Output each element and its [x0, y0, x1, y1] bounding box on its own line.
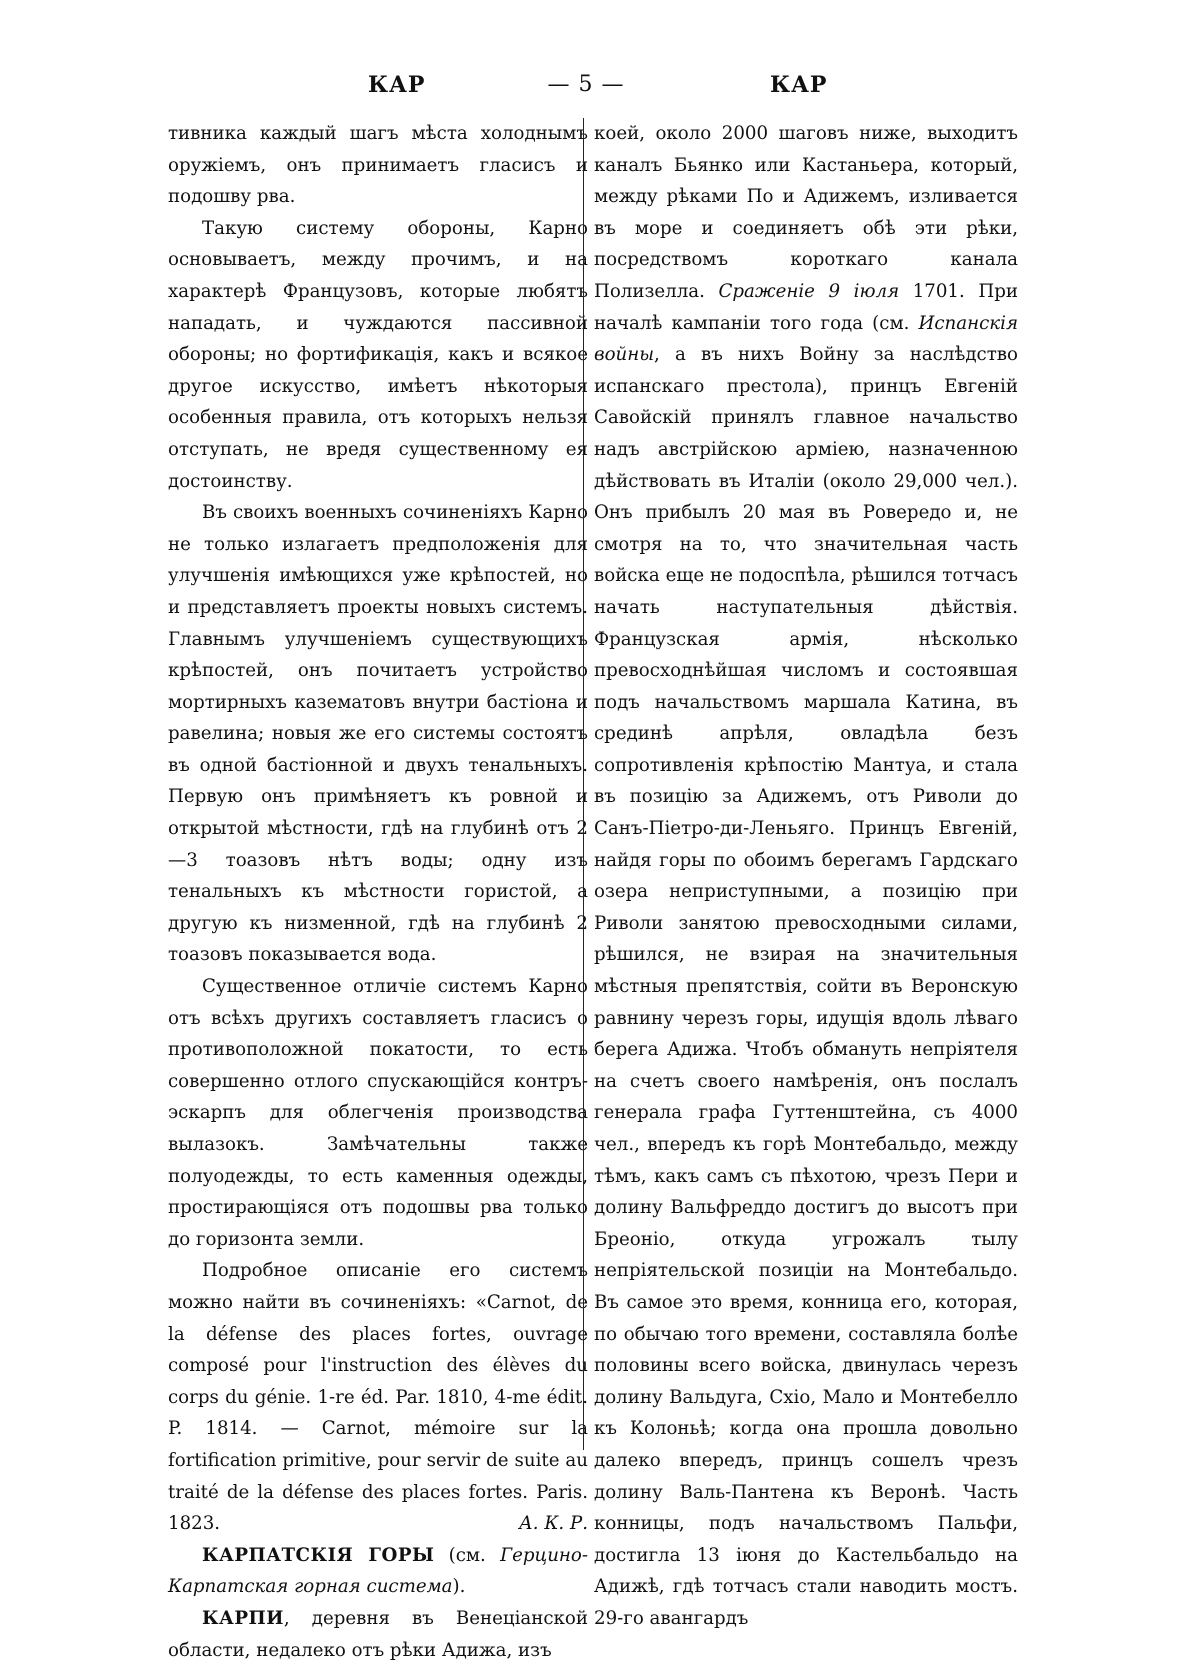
- paragraph: тивника каждый шагъ мѣста холоднымъ оружіемъ, онъ принимаетъ гласисъ и подошву рва.: [168, 123, 588, 208]
- bibliography-text: Подробное описаніе его системъ можно найти въ сочиненіяхъ: «Carnot, de la défense des places fortes, ouvrage composé pour l'instruction des élèves du corps du génie. 1-re éd. Par. 1810, 4-me édit. P. 1814. — Carnot, mémoire sur la fortification primitive, pour servir de suite au traité de la défense des places fortes. Paris. 1823.: [168, 1260, 588, 1535]
- entry-text: 1701. При началѣ кампаніи того года (см.: [594, 280, 1018, 334]
- cross-reference: Герцино-Карпатская горная система: [168, 1544, 588, 1598]
- paragraph: [594, 118, 1018, 1635]
- author-signature: А. К. Р.: [519, 1513, 588, 1535]
- left-column: [168, 118, 588, 1666]
- entry-text: ).: [452, 1576, 466, 1598]
- running-head-left: КАР: [368, 72, 426, 98]
- entry-heading: КАРПАТСКІЯ ГОРЫ: [202, 1544, 435, 1566]
- right-column: [594, 118, 1018, 1635]
- paragraph: Такую систему обороны, Карно основываетъ, между прочимъ, и на характерѣ Французовъ, которые любятъ нападать, и чуждаются пассивной обороны; но фортификація, какъ и всякое другое искусство, имѣетъ нѣкоторыя особенныя правила, отъ которыхъ нельзя отступать, не вредя существенному ея достоинству.: [168, 217, 588, 492]
- page-header: [0, 72, 1191, 112]
- paragraph: [168, 1255, 588, 1539]
- paragraph: Въ своихъ военныхъ сочиненіяхъ Карно не только излагаетъ предположенія для улучшенія имѣющихся уже крѣпостей, но и представляетъ проекты новыхъ системъ. Главнымъ улучшеніемъ существующихъ крѣпостей, онъ почитаетъ устройство мортирныхъ казематовъ внутри бастіона и равелина; новыя же его системы состоятъ въ одной бастіонной и двухъ тенальныхъ. Первую онъ примѣняетъ къ ровной и открытой мѣстности, гдѣ на глубинѣ отъ 2—3 тоазовъ нѣтъ воды; одну изъ тенальныхъ къ мѣстности гористой, а другую къ низменной, гдѣ на глубинѣ 2 тоазовъ показывается вода.: [168, 502, 588, 966]
- entry-text: , деревня въ Венеціанской области, недалеко отъ рѣки Адижа, изъ: [168, 1607, 588, 1661]
- entry-text: , а въ нихъ Войну за наслѣдство испанскаго престола), принцъ Евгеній Савойскій принялъ главное начальство надъ австрійскою арміею, назначенною дѣйствовать въ Италіи (около 29,000 чел.). Онъ прибылъ 20 мая въ Ровередо и, не смотря на то, что значительная часть войска еще не подоспѣла, рѣшился тотчасъ начать наступательныя дѣйствія. Французская армія, нѣсколько превосходнѣйшая числомъ и состоявшая подъ начальствомъ маршала Катина, въ срединѣ апрѣля, овладѣла безъ сопротивленія крѣпостію Мантуа, и стала въ позицію за Адижемъ, отъ Риволи до Санъ-Піетро-ди-Леньяго. Принцъ Евгеній, найдя горы по обоимъ берегамъ Гардскаго озера неприступными, а позицію при Риволи занятою превосходными силами, рѣшился, не взирая на значительныя мѣстныя препятствія, сойти въ Веронскую равнину черезъ горы, идущія вдоль лѣваго берега Адижа. Чтобъ обмануть непріятеля на счетъ своего намѣренія, онъ послалъ генерала графа Гуттенштейна, съ 4000 чел., впередъ къ горѣ Монтебальдо, между тѣмъ, какъ самъ съ пѣхотою, чрезъ Пери и долину Вальфреддо достигъ до высотъ при Бреоніо, откуда угрожалъ тылу непріятельской позиціи на Монтебальдо. Въ самое это время, конница его, которая, по обычаю того времени, составляла болѣе половины всего войска, двинулась черезъ долину Вальдуга, Схіо, Мало и Монтебелло къ Колоньѣ; когда она прошла довольно далеко впередъ, принцъ сошелъ чрезъ долину Валь-Пантена къ Веронѣ. Часть конницы, подъ начальствомъ Пальфи, достигла 13 іюня до Кастельбальдо на Адижѣ, гдѣ тотчасъ стали наводить мостъ. 29-го авангардъ: [594, 344, 1018, 1629]
- cross-reference: Испанскія войны: [594, 312, 1018, 366]
- entry-text: коей, около 2000 шаговъ ниже, выходитъ каналъ Бьянко или Кастаньера, который, между рѣками По и Адижемъ, изливается въ море и соединяетъ обѣ эти рѣки, посредствомъ короткаго канала Полизелла.: [594, 123, 1018, 302]
- entry-heading: КАРПИ: [202, 1607, 284, 1629]
- battle-subheading: Сраженіе 9 іюля: [718, 280, 900, 302]
- page-number: — 5 —: [547, 72, 625, 97]
- paragraph: Существенное отличіе системъ Карно отъ всѣхъ другихъ составляетъ гласисъ о противоположной покатости, то есть совершенно отлого спускающійся контръ-эскарпъ для облегченія производства вылазокъ. Замѣчательны также полуодежды, то есть каменныя одежды, простирающіяся отъ подошвы рва только до горизонта земли.: [168, 976, 588, 1250]
- column-divider: [583, 118, 584, 1450]
- running-head-right: КАР: [770, 72, 828, 98]
- entry-karpatskiya-gory: [168, 1540, 588, 1603]
- entry-text: (см.: [434, 1544, 501, 1566]
- entry-karpi: [168, 1603, 588, 1666]
